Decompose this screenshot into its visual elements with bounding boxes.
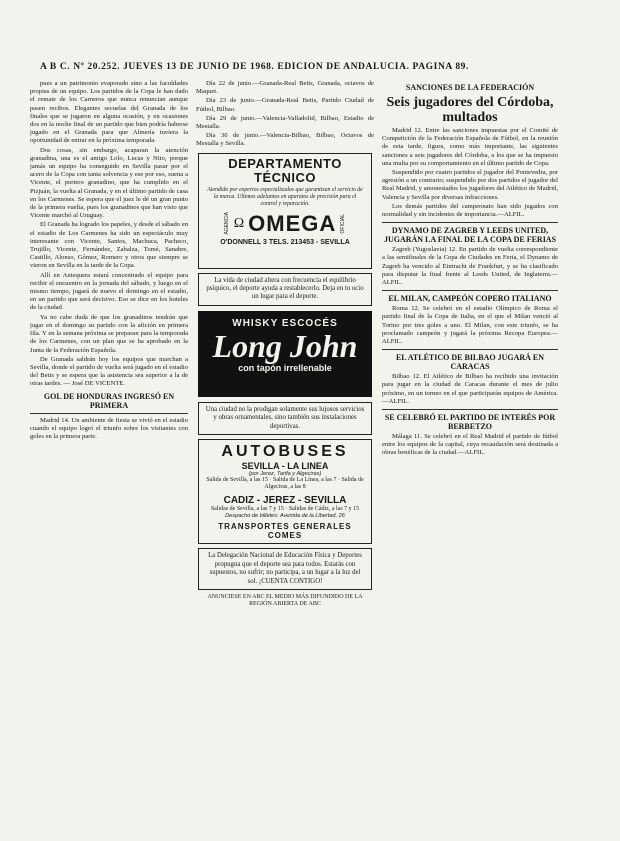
article-paragraph: Madrid 14. Un ambiente de fiesta se vivió en el estadio cuando el equipo logró el triunfo sobre los visitantes con goles en la primera parte. bbox=[30, 416, 188, 440]
article-paragraph: Suspendido por cuatro partidos el jugador del Pontevedra, por agresión a un contrario; suspendido por dos partidos el jugador del Real Madrid, y amonestados los jugadores del Atlético de Madrid, Valencia y Sevilla por diversas infracciones. bbox=[382, 169, 558, 201]
brand-name: OMEGA bbox=[248, 210, 337, 236]
omega-logo bbox=[202, 211, 368, 237]
article-paragraph: Ya no cabe duda de que los granadinos tendrán que jugar en el domingo su partido con la afición en primera fila. Y en la semana próxima se preparan para la temporada de los Carmenes, con un plan que se ha aprobado en la Junta de la Federación Española. bbox=[30, 313, 188, 354]
bus-route2: CADIZ - JEREZ - SEVILLA bbox=[223, 494, 347, 506]
ad-whisky bbox=[198, 311, 372, 397]
whisky-line1: WHISKY ESCOCÉS bbox=[232, 317, 338, 329]
bus-times: Salida de Sevilla, a las 15 · Salida de La Línea, a las 7 · Salida de Algeciras, a las 8 bbox=[206, 477, 364, 491]
ad-departamento-tecnico bbox=[198, 153, 372, 269]
article-paragraph: Málaga 11. Se celebró en el Real Madrid el partido de fútbol entre los equipos de la capital, cuya recaudación será destinada a obras benéficas de la ciudad.—ALFIL. bbox=[382, 433, 558, 457]
bus-title: AUTOBUSES bbox=[221, 443, 349, 461]
bus-times2: Salidas de Sevilla, a las 7 y 15 · Salidas de Cádiz, a las 7 y 15 bbox=[210, 505, 360, 512]
schedule-line: Día 22 de junio.—Granada-Real Betis, Granada, octavos de Maquet. bbox=[196, 80, 374, 96]
ad-title: DEPARTAMENTO TÉCNICO bbox=[228, 155, 342, 185]
divider bbox=[382, 222, 558, 223]
omega-icon: Ω bbox=[233, 215, 245, 231]
column-right bbox=[382, 80, 558, 830]
whisky-brand: Long John bbox=[212, 327, 358, 364]
schedule-line: Día 29 de junio.—Valencia-Valladolid, Bilbao, Estadio de Mestalla. bbox=[196, 114, 374, 131]
section-heading: SE CELEBRÓ EL PARTIDO DE INTERÉS POR BERBETZO bbox=[384, 413, 556, 432]
agency-label: AGENCIA bbox=[223, 212, 230, 235]
article-paragraph: El Granada ha logrado los papeles, y desde el sábado en el estadio de Los Carmenes ha sido un espectáculo muy interesante con Vicente, Santos, Machuca, Pacheco, Trujillo, Vicente, Fernández, Zabalza, Tomé, Sanabre, Castillo, Alonso, Gómez, Romero y otros que siempre se vieron en Sevilla en la tarde de la Copa. bbox=[30, 221, 188, 270]
notice-delegacion: La Delegación Nacional de Educación Física y Deportes propugna que el deporte sea para todos. Estarás con supuestos, no sufrir; no participa, a un lugar a la luz del sol. ¡CUENTA CONTIGO! bbox=[198, 548, 372, 590]
bus-office: Despacho de billetes: Avenida de la Libertad, 26 bbox=[225, 513, 345, 520]
article-paragraph: Roma 12. Se celebró en el estadio Olímpico de Roma el partido final de la Copa de Italia, en el que el Milan venció al Torino por tres goles a uno. El Milan, con este triunfo, se ha proclamado campeón y jugará la próxima Recopa Europea.—ALFIL. bbox=[382, 305, 558, 346]
bus-via: (por Jerez, Tarifa y Algeciras) bbox=[248, 471, 322, 478]
section-heading: SANCIONES DE LA FEDERACIÓN bbox=[405, 83, 535, 92]
column-left bbox=[30, 80, 188, 825]
section-heading: EL ATLÉTICO DE BILBAO JUGARÁ EN CARACAS bbox=[395, 353, 545, 372]
article-paragraph: Madrid 12. Entre las sanciones impuestas por el Comité de Competición de la Federación Española de Fútbol, en la reunión de esta tarde, figura, como más importante, las siguientes sanciones a seis jugadores del Córdoba, a los que se ha impuesto una multa por su comportamiento en el último partido de Copa. bbox=[382, 127, 558, 167]
divider bbox=[382, 349, 558, 350]
ad-autobuses bbox=[198, 439, 372, 544]
article-paragraph: pues a un patrimonio evaporado sino a las faculdades propias de un equipo. Los partidos de la Copa le han dado el remate de los Carneros que nunca renuncian aunque pasen recibos. Elegantes secuelas del Granada de los finales que se jugaron en alguna ocasión, y en ocasiones dos en la noche final de un partido que bien podría haberse jugado en el Granada para que Almería tuviera la oportunidad de entrar en la próxima temporada. bbox=[30, 80, 188, 145]
section-heading: DYNAMO DE ZAGREB Y LEEDS UNITED, JUGARÁN LA FINAL DE LA COPA DE FERIAS bbox=[383, 226, 557, 245]
article-paragraph: Allí en Antequera estará concentrado el equipo para recibir el encuentro en la jornada del sábado, y luego en el mismo tiempo, jugará de nuevo el domingo en el estadio, en un partido que será decisivo. Eso se dice en los hoteles de la ciudad. bbox=[30, 271, 188, 312]
footer-line: ANUNCIESE EN ABC EL MEDIO MÁS DIFUNDIDO DE LA REGIÓN ABIERTA DE ABC bbox=[207, 593, 363, 607]
page-header: A B C. Nº 20.252. JUEVES 13 DE JUNIO DE 1968. EDICION DE ANDALUCIA. PAGINA 89. bbox=[40, 62, 470, 72]
article-paragraph: De Granada saldrán hoy los equipos que marchan a Sevilla, donde el partido de vuelta será jugado en el estadio del Betis y se espera que la asistencia sea superior a la de otras tardes. — José DE VICENTE. bbox=[30, 355, 188, 388]
divider bbox=[382, 409, 558, 410]
section-heading: EL MILAN, CAMPEÓN COPERO ITALIANO bbox=[388, 294, 552, 304]
article-paragraph: Zagreb (Yugoslavia) 12. En partido de vuelta correspondiente a las semifinales de la Copa de Ciudades en Feria, el Dynamo de Zagreb ha vencido al Eintracht de Frankfurt, y se ha clasificado para disputar la final frente al Leeds United, de Inglaterra.—ALFIL. bbox=[382, 246, 558, 287]
notice-deporte: La vida de ciudad altera con frecuencia el equilibrio psíquico, el deporte ayuda a restablecerlo. Deja en tu ocio un lugar para el deporte. bbox=[198, 273, 372, 306]
schedule-line: Día 23 de junio.—Granada-Real Betis, Partido Ciudad de Fútbol, Bilbao. bbox=[196, 97, 374, 113]
official-label: OFICIAL bbox=[340, 213, 347, 234]
ad-description: Atendido por expertos especializados que garantizan el servicio de la marca. Ultimos adelantos en aparatos de precisión para el control y reparación. bbox=[207, 186, 363, 207]
schedule-list bbox=[196, 80, 374, 149]
ad-address: O'DONNELL 3 TELS. 213453 - SEVILLA bbox=[220, 238, 350, 246]
divider bbox=[30, 413, 188, 414]
notice-ciudad: Una ciudad no la prodigan solamente sus lujosos servicios y obras ornamentales, sino también sus instalaciones deportivas. bbox=[198, 402, 372, 435]
whisky-line3: con tapón irrellenable bbox=[238, 362, 332, 373]
article-paragraph: Dos cosas, sin embargo, acaparan la atención granadina, una es el amigo Lolo, Lucas y Nito, porque jamás un equipo ha conseguido en Sevilla pasar por el acero de la Copa con tanta solvencia y ese por eso, suena a Vicente, el portero granadino, que ha cumplido en el Pizjuán, la vuelta al Granada, y en el último partido de casa en los Carmenes. Se espera que el juez le dé un gran punto de la primera vuelta, pues los granadinos que han visto que Vicente marchó al Uruguay. bbox=[30, 146, 188, 220]
headline: Seis jugadores del Córdoba, multados bbox=[386, 95, 554, 125]
article-paragraph: Los demás partidos del campeonato han sido jugados con normalidad y sin incidentes de importancia.—ALFIL. bbox=[382, 202, 558, 219]
section-heading: GOL DE HONDURAS INGRESÓ EN PRIMERA bbox=[43, 391, 175, 410]
bus-company: TRANSPORTES GENERALES COMES bbox=[218, 522, 352, 541]
article-paragraph: Bilbao 12. El Atlético de Bilbao ha recibido una invitación para jugar en la ciudad de Caracas durante el mes de julio próximo, en un torneo en el que participarán equipos de América.—ALFIL. bbox=[382, 373, 558, 405]
schedule-line: Día 30 de junio.—Valencia-Bilbao, Bilbao, Octavos de Mestalla y Sevilla. bbox=[196, 132, 374, 148]
divider bbox=[382, 290, 558, 291]
bus-route1: SEVILLA - LA LINEA bbox=[241, 461, 329, 472]
column-middle bbox=[196, 80, 374, 830]
